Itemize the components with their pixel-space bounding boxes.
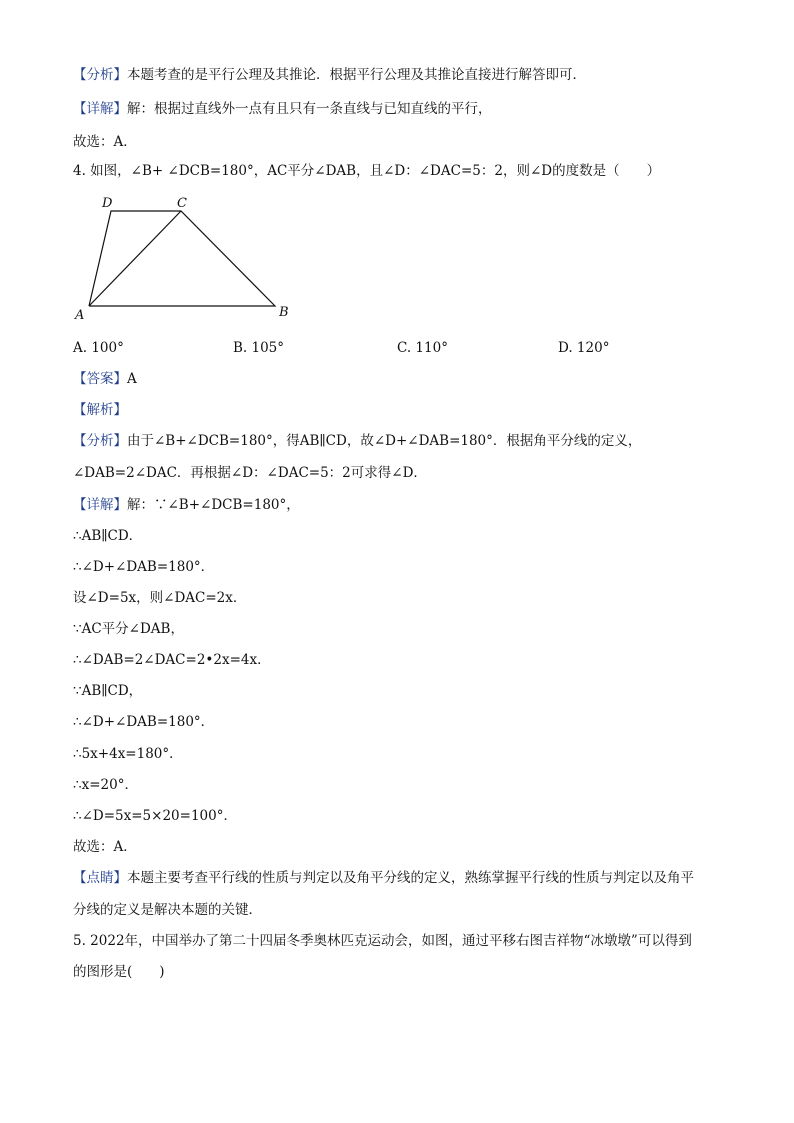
label-c: C: [177, 196, 187, 211]
detail-line: [73, 100, 492, 118]
solution-step: 设∠D=5x，则∠DAC=2x．: [73, 590, 247, 606]
option-b: B. 105°: [233, 340, 285, 356]
solution-step: ∴AB∥CD．: [73, 528, 143, 544]
tag-comment: 【点睛】: [73, 870, 127, 886]
answer-choice-line: 故选：A．: [73, 839, 137, 855]
option-c: C. 110°: [397, 340, 448, 356]
label-b: B: [279, 305, 289, 320]
solution-step: ∴∠D=5x=5×20=100°．: [73, 808, 237, 824]
solution-step: ∴5x+4x=180°．: [73, 746, 183, 762]
question-5-stem-2: 的图形是( ): [73, 964, 165, 980]
segment-ac: [89, 211, 181, 306]
label-a: A: [75, 308, 85, 323]
line-text: 本题考查的是平行公理及其推论．根据平行公理及其推论直接进行解答即可．: [127, 67, 586, 83]
analysis-line: [73, 66, 586, 84]
figure-outline: [89, 211, 275, 306]
question-5-stem: 5. 2022年，中国举办了第二十四届冬季奥林匹克运动会，如图，通过平移右图吉祥物“冰墩墩”可以得到: [73, 933, 692, 949]
analysis-line: [73, 432, 641, 450]
line-text: A: [127, 371, 137, 387]
answer-line: [73, 370, 137, 388]
line-text: 解：∵∠B+∠DCB=180°，: [127, 497, 300, 513]
solution-step: ∵AC平分∠DAB，: [73, 621, 184, 637]
answer-choice-line: 故选：A．: [73, 134, 137, 150]
line-text: 由于∠B+∠DCB=180°，得AB∥CD，故∠D+∠DAB=180°．根据角平分线的定义，: [127, 433, 642, 449]
trapezoid-figure: [70, 190, 300, 325]
solution-step: ∴x=20°．: [73, 777, 138, 793]
solution-step: ∵AB∥CD，: [73, 683, 143, 699]
solution-step: ∴∠DAB=2∠DAC=2•2x=4x．: [73, 652, 271, 668]
tag-detail: 【详解】: [73, 497, 127, 513]
comment-line: [73, 869, 694, 887]
tag-explanation: 【解析】: [73, 402, 127, 418]
explanation-heading: [73, 401, 127, 419]
analysis-line-2: ∠DAB=2∠DAC．再根据∠D：∠DAC=5：2可求得∠D．: [73, 465, 427, 481]
comment-line-2: 分线的定义是解决本题的关键．: [73, 902, 262, 918]
tag-analysis: 【分析】: [73, 67, 127, 83]
option-d: D. 120°: [558, 340, 610, 356]
label-d: D: [102, 196, 113, 211]
option-a: A. 100°: [73, 340, 124, 356]
question-4-stem: 4. 如图，∠B+ ∠DCB=180°，AC平分∠DAB，且∠D：∠DAC=5：2，则∠D的度数是（ ）: [73, 163, 661, 179]
tag-detail: 【详解】: [73, 101, 127, 117]
solution-step: ∴∠D+∠DAB=180°．: [73, 714, 215, 730]
solution-step: ∴∠D+∠DAB=180°．: [73, 559, 215, 575]
tag-analysis: 【分析】: [73, 433, 127, 449]
line-text: 解：根据过直线外一点有且只有一条直线与已知直线的平行，: [127, 101, 492, 117]
tag-answer: 【答案】: [73, 371, 127, 387]
detail-line: [73, 496, 300, 514]
line-text: 本题主要考查平行线的性质与判定以及角平分线的定义，熟练掌握平行线的性质与判定以及角平: [127, 870, 694, 886]
